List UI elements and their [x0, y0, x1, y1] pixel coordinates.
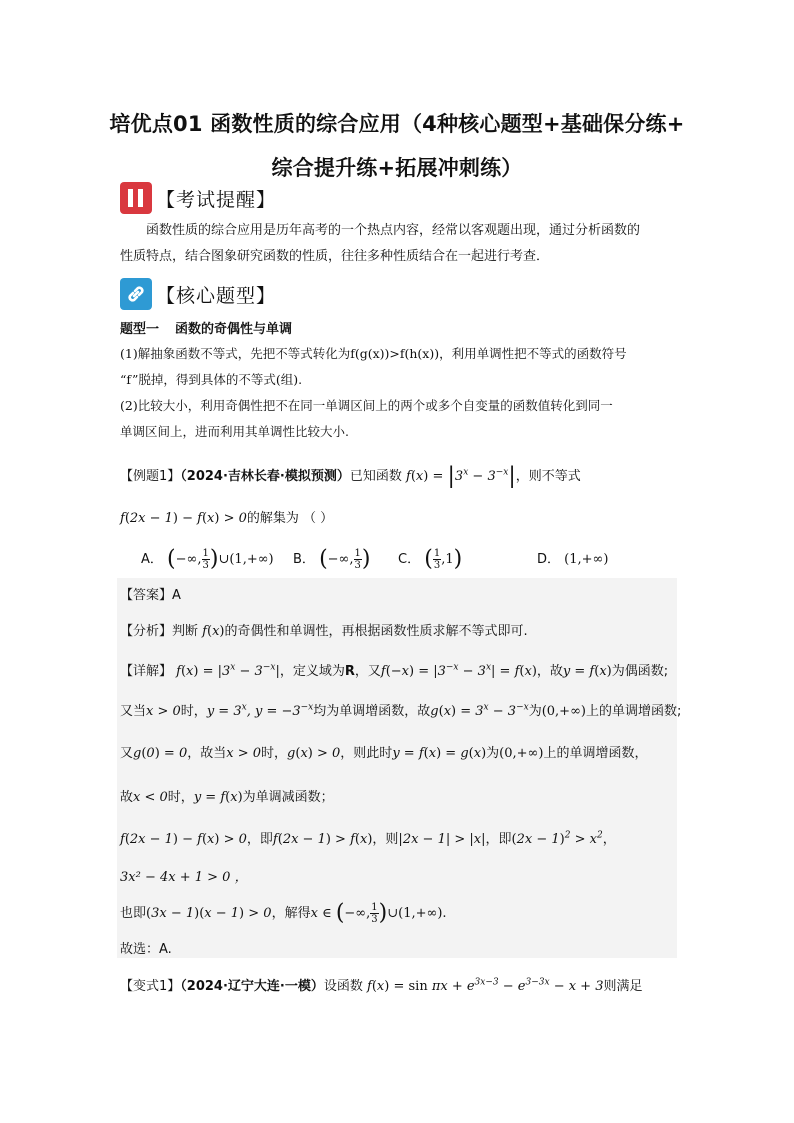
exam-reminder-title: 【考试提醒】: [156, 188, 277, 211]
detail-l4-c: 为单调减函数；: [242, 790, 334, 805]
option-d: D． (1,+∞): [537, 552, 609, 567]
core-types-title: 【核心题型】: [156, 284, 277, 307]
detail-line-8: [120, 938, 172, 957]
detail-l7-b: ，解得: [271, 906, 311, 921]
option-a: A． (−∞, $\frac{1}{3}$ )∪(1,+∞): [141, 546, 274, 572]
function-definition-math: $f(x) = |3^x - 3^{-x}|$: [406, 463, 516, 489]
example-1-tag: 【例题1】: [120, 469, 181, 484]
option-b: B． (−∞, $\frac{1}{3}$ ): [293, 546, 371, 572]
detail-l3-d: ，则此时: [340, 746, 393, 761]
title-line-2: 综合提升练+拓展冲刺练）: [271, 156, 523, 180]
detail-l2-a: 又当: [120, 704, 147, 719]
answer-line: [120, 584, 181, 603]
detail-line-6: [120, 866, 248, 885]
option-b-label: B．: [293, 552, 315, 567]
exam-reminder-line-2: 性质特点，结合图象研究函数的性质，往往多种性质结合在一起进行考查．: [120, 249, 550, 264]
detail-l3-e: 为: [486, 746, 500, 761]
detail-l2-d: 为: [528, 704, 542, 719]
variant-1-text-b: 则满足: [603, 979, 643, 994]
detail-l8: 故选：A.: [120, 942, 172, 957]
exam-reminder-text: [120, 218, 676, 270]
detail-l5-b: ，则: [372, 832, 399, 847]
answer-tag: 【答案】: [120, 588, 173, 603]
core-types-heading: [120, 277, 276, 311]
detail-tag: 【详解】: [120, 664, 173, 679]
page-title: [100, 102, 694, 190]
detail-line-2: 又当x > 0时，$y = 3^x$, $y = -3^{-x}$均为单调增函数，故$g(x) = 3^x - 3^{-x}$为(0,+∞)上的单调增函数;: [120, 702, 682, 719]
detail-l4-b: 时，: [167, 790, 194, 805]
answer-value: A: [172, 588, 181, 603]
detail-l1-d: 为偶函数;: [611, 664, 669, 679]
detail-l6: 3x² − 4x + 1 > 0 ，: [120, 870, 248, 885]
detail-l5-c: ，即: [485, 832, 512, 847]
detail-l3-f: 上的单调增函数，: [543, 746, 648, 761]
link-chain-icon: [120, 278, 152, 310]
method-1-line-a: (1)解抽象函数不等式，先把不等式转化为f(g(x))>f(h(x))，利用单调性把不等式的函数符号: [120, 346, 627, 361]
topic-1-label: 题型一: [120, 322, 160, 337]
example-1-source: （2024·吉林长春·模拟预测）: [180, 469, 350, 484]
detail-l5-d: ，: [602, 832, 616, 847]
analysis-tag: 【分析】: [120, 624, 173, 639]
option-a-label: A．: [141, 552, 163, 567]
detail-l3-c: 时，: [261, 746, 288, 761]
example-1-inequality: [120, 507, 333, 526]
example-1-stem: [120, 465, 581, 488]
detail-l2-b: 时，: [180, 704, 207, 719]
detail-l1-a: ，定义域为: [279, 664, 345, 679]
variant-1-source: （2024·辽宁大连·一模）: [180, 979, 324, 994]
example-1-text-c: 的解集为 （ ）: [246, 511, 334, 526]
example-1-text-b: ，则不等式: [515, 469, 581, 484]
analysis-line: 【分析】判断 f(x)的奇偶性和单调性，再根据函数性质求解不等式即可.: [120, 624, 528, 639]
option-c-label: C．: [398, 552, 421, 567]
topic-1-heading: [120, 318, 292, 337]
inequality-math: f(2x − 1) − f(x) > 0: [120, 511, 247, 526]
detail-l2-e: 上的单调增函数;: [585, 704, 682, 719]
detail-l1-b: ，又: [354, 664, 381, 679]
variant-1-stem: 【变式1】（2024·辽宁大连·一模）设函数 $f(x) = \sin \pi x + e^{3x-3} - e^{3-3x} - x + 3$则满足: [120, 977, 643, 994]
detail-line-1: 【详解】 $f(x) = |3^x - 3^{-x}|$，定义域为R，又$f(-x) = |3^{-x} - 3^x| = f(x)$，故y = f(x)为偶函数;: [120, 662, 669, 679]
detail-l5-a: ，即: [246, 832, 273, 847]
pause-bars-icon: [120, 182, 152, 214]
option-d-label: D．: [537, 552, 561, 567]
method-2-line-a: (2)比较大小，利用奇偶性把不在同一单调区间上的两个或多个自变量的函数值转化到同一: [120, 398, 613, 413]
option-c: C． ( $\frac{1}{3}$ ,1): [398, 546, 463, 572]
detail-line-3: 又g(0) = 0，故当x > 0时，g(x) > 0，则此时y = f(x) = g(x)为(0,+∞)上的单调增函数，: [120, 746, 648, 761]
detail-l3-a: 又: [120, 746, 134, 761]
analysis-text-a: 判断: [172, 624, 199, 639]
variant-1-tag: 【变式1】: [120, 979, 181, 994]
exam-reminder-heading: [120, 181, 276, 215]
title-line-1: 培优点01 函数性质的综合应用（4种核心题型+基础保分练+: [109, 112, 685, 136]
detail-l1-c: ，故: [536, 664, 563, 679]
topic-1-method: [120, 341, 680, 445]
detail-l4-a: 故: [120, 790, 134, 805]
detail-l2-c: 均为单调增函数，故: [313, 704, 431, 719]
method-1-line-b: “f”脱掉，得到具体的不等式(组).: [120, 372, 303, 387]
method-2-line-b: 单调区间上，进而利用其单调性比较大小.: [120, 424, 349, 439]
analysis-text-b: 的奇偶性和单调性，再根据函数性质求解不等式即可.: [224, 624, 528, 639]
detail-line-5: f(2x − 1) − f(x) > 0，即f(2x − 1) > f(x)，则|2x − 1| > |x|，即$(2x - 1)^2 > x^2$，: [120, 830, 616, 847]
detail-l7-a: 也即: [120, 906, 147, 921]
example-1-text-a: 已知函数: [349, 469, 402, 484]
detail-l3-b: ，故当: [187, 746, 227, 761]
exam-reminder-line-1: 函数性质的综合应用是历年高考的一个热点内容，经常以客观题出现，通过分析函数的: [146, 223, 641, 238]
variant-1-text-a: 设函数: [323, 979, 363, 994]
detail-line-4: 故x < 0时，y = f(x)为单调减函数；: [120, 790, 334, 805]
topic-1-name: 函数的奇偶性与单调: [175, 322, 293, 337]
detail-line-7: 也即(3x − 1)(x − 1) > 0，解得x ∈ (−∞, $\frac{1}{3}$ )∪(1,+∞).: [120, 900, 447, 926]
